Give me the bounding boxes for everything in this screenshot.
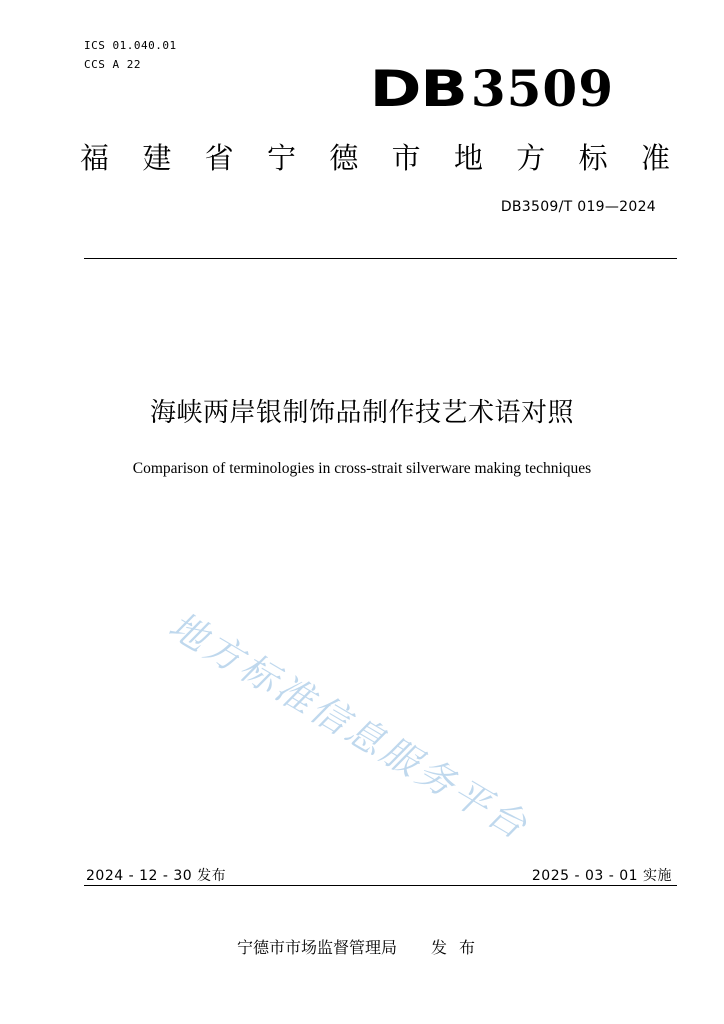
org-title	[80, 138, 670, 178]
db-logo	[369, 59, 614, 118]
top-divider	[84, 258, 677, 259]
document-title-en: Comparison of terminologies in cross-strait silverware making techniques	[132, 460, 592, 477]
org-title-char: 标	[578, 141, 608, 175]
ccs-code: CCS A 22	[84, 58, 141, 71]
db-logo-number: 3509	[470, 59, 614, 118]
org-title-char: 市	[391, 141, 421, 175]
org-title-char: 方	[516, 141, 546, 175]
org-title-char: 准	[640, 141, 670, 175]
watermark: 地方标准信息服务平台	[161, 603, 537, 849]
org-title-char: 省	[204, 141, 234, 175]
org-title-char: 德	[329, 141, 359, 175]
publisher	[0, 935, 724, 958]
document-title-zh: 海峡两岸银制饰品制作技艺术语对照	[149, 398, 574, 428]
classification-codes	[84, 36, 177, 74]
org-title-char: 地	[453, 141, 483, 175]
org-title-char: 建	[142, 141, 172, 175]
bottom-divider	[84, 885, 677, 886]
db-logo-letters: DB	[369, 60, 467, 118]
standard-number: DB3509/T 019—2024	[500, 199, 656, 215]
org-title-char: 宁	[266, 141, 296, 175]
ics-code: ICS 01.040.01	[84, 39, 177, 52]
issue-date: 2024 - 12 - 30 发布	[86, 868, 227, 884]
implementation-date: 2025 - 03 - 01 实施	[531, 868, 672, 884]
publisher-action: 发布	[431, 938, 488, 957]
org-title-char: 福	[80, 141, 110, 175]
publisher-name: 宁德市市场监督管理局	[236, 938, 397, 957]
